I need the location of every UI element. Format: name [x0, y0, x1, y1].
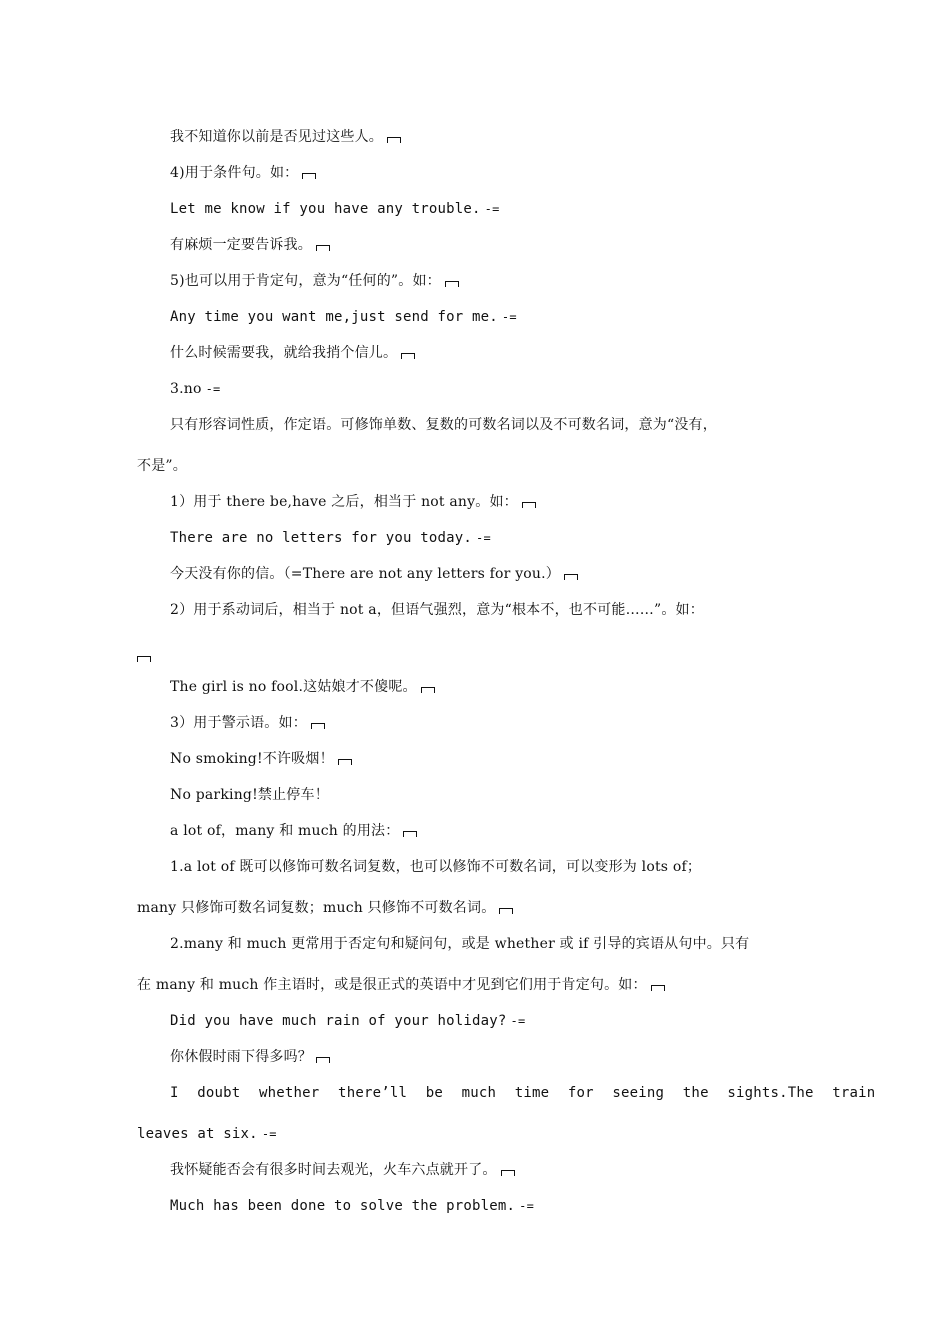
paragraph-mark-icon [499, 908, 513, 914]
paragraph-mark-icon [421, 687, 435, 693]
text-line: Did you have much rain of your holiday? -= [170, 1013, 526, 1029]
text-line: The girl is no fool.这姑娘才不傻呢。 [170, 677, 435, 697]
text-line: 不是”。 [137, 458, 187, 474]
line-break-icon: -= [484, 202, 500, 216]
paragraph-mark-icon [651, 985, 665, 991]
text-line: I doubt whether there’ll be much time for seeing the sights.The train [170, 1085, 876, 1101]
text-line: 有麻烦一定要告诉我。 [170, 235, 330, 255]
paragraph-mark-icon [338, 759, 352, 765]
text-line: 你休假时雨下得多吗？ [170, 1047, 330, 1067]
line-break-icon: -= [261, 1127, 277, 1141]
paragraph-mark-icon [316, 245, 330, 251]
text-line: No parking!禁止停车！ [170, 787, 329, 803]
paragraph-mark-icon [316, 1057, 330, 1063]
text-line: leaves at six. -= [137, 1126, 277, 1142]
text-line: 4)用于条件句。如： [170, 163, 316, 183]
paragraph-mark-icon [445, 281, 459, 287]
text-line: 今天没有你的信。（=There are not any letters for you.） [170, 564, 578, 584]
text-line: 只有形容词性质，作定语。可修饰单数、复数的可数名词以及不可数名词，意为“没有， [170, 417, 717, 433]
line-break-icon: -= [501, 310, 517, 324]
text-line: 3）用于警示语。如： [170, 713, 325, 733]
text-line: Any time you want me,just send for me. -= [170, 309, 517, 325]
paragraph-mark-icon [401, 353, 415, 359]
paragraph-mark-icon [311, 723, 325, 729]
text-line [137, 646, 151, 666]
text-line: 2.many 和 much 更常用于否定句和疑问句，或是 whether 或 if 引导的宾语从句中。只有 [170, 936, 750, 952]
text-line: 1.a lot of 既可以修饰可数名词复数，也可以修饰不可数名词，可以变形为 lots of； [170, 859, 702, 875]
text-line: Let me know if you have any trouble. -= [170, 201, 500, 217]
line-break-icon: -= [519, 1199, 535, 1213]
text-line: 我不知道你以前是否见过这些人。 [170, 127, 401, 147]
section-heading: 3.no -= [170, 381, 221, 397]
line-break-icon: -= [510, 1014, 526, 1028]
text-line: many 只修饰可数名词复数；much 只修饰不可数名词。 [137, 898, 513, 918]
text-line: There are no letters for you today. -= [170, 530, 491, 546]
text-line: 在 many 和 much 作主语时，或是很正式的英语中才见到它们用于肯定句。如： [137, 975, 665, 995]
text-line: No smoking!不许吸烟！ [170, 749, 352, 769]
text-line: Much has been done to solve the problem. -= [170, 1198, 535, 1214]
paragraph-mark-icon [403, 831, 417, 837]
text-line: 2）用于系动词后，相当于 not a，但语气强烈，意为“根本不，也不可能……”。如： [170, 602, 704, 618]
line-break-icon: -= [476, 531, 491, 545]
text-line: 5)也可以用于肯定句，意为“任何的”。如： [170, 271, 459, 291]
text-line: 我怀疑能否会有很多时间去观光，火车六点就开了。 [170, 1160, 515, 1180]
paragraph-mark-icon [522, 502, 536, 508]
line-break-icon: -= [205, 382, 221, 396]
paragraph-mark-icon [501, 1170, 515, 1176]
paragraph-mark-icon [302, 173, 316, 179]
paragraph-mark-icon [137, 656, 151, 662]
text-line: 1）用于 there be,have 之后，相当于 not any。如： [170, 492, 536, 512]
paragraph-mark-icon [387, 137, 401, 143]
text-line: 什么时候需要我，就给我捎个信儿。 [170, 343, 415, 363]
text-line: a lot of，many 和 much 的用法： [170, 821, 417, 841]
paragraph-mark-icon [564, 574, 578, 580]
